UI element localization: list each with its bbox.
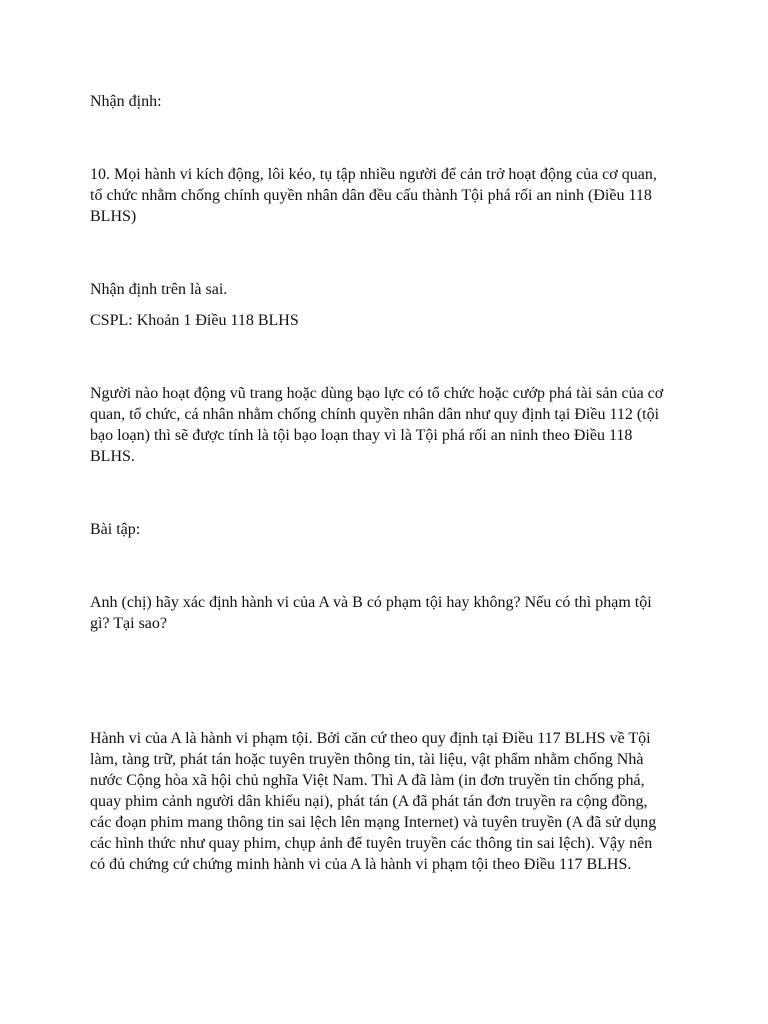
text-line: làm, tàng trữ, phát tán hoặc tuyên truyền thông tin, tài liệu, vật phẩm nhằm chống Nhà (90, 751, 644, 768)
text-line: Hành vi của A là hành vi phạm tội. Bởi căn cứ theo quy định tại Điều 117 BLHS về Tội (90, 730, 651, 747)
paragraph-heading-nhan-dinh: Nhận định: (90, 93, 162, 110)
text-line: nước Cộng hòa xã hội chủ nghĩa Việt Nam. Thì A đã làm (in đơn truyền tin chống phá, (90, 772, 645, 789)
text-line: BLHS) (90, 208, 137, 225)
text-line: có đủ chứng cứ chứng minh hành vi của A là hành vi phạm tội theo Điều 117 BLHS. (90, 856, 632, 873)
paragraph-legal-basis: CSPL: Khoản 1 Điều 118 BLHS (90, 312, 299, 329)
text-line: gì? Tại sao? (90, 615, 168, 632)
text-line: các đoạn phim mang thông tin sai lệch lên mạng Internet) và tuyên truyền (A đã sử dụng (90, 814, 657, 831)
paragraph-statement-10 (90, 122, 678, 269)
paragraph-heading-bai-tap: Bài tập: (90, 521, 141, 538)
paragraph-verdict: Nhận định trên là sai. (90, 281, 228, 298)
text-line: các hình thức như quay phim, chụp ảnh để tuyên truyền các thông tin sai lệch). Vậy nên (90, 835, 653, 852)
text-line: Anh (chị) hãy xác định hành vi của A và B có phạm tội hay không? Nếu có thì phạm tội (90, 594, 652, 611)
paragraph-explanation (90, 341, 678, 509)
text-line: BLHS. (90, 448, 135, 465)
text-line: bạo loạn) thì sẽ được tính là tội bạo loạn thay vì là Tội phá rối an ninh theo Điều 118 (90, 427, 633, 444)
text-line: quan, tổ chức, cá nhân nhằm chống chính quyền nhân dân như quy định tại Điều 112 (tội (90, 406, 660, 423)
paragraph-question (90, 550, 678, 676)
text-line: Người nào hoạt động vũ trang hoặc dùng bạo lực có tổ chức hoặc cướp phá tài sản của cơ (90, 385, 664, 402)
text-line: tổ chức nhằm chống chính quyền nhân dân đều cấu thành Tội phá rối an ninh (Điều 118 (90, 187, 652, 204)
text-line: 10. Mọi hành vi kích động, lôi kéo, tụ tập nhiều người để cản trở hoạt động của cơ quan, (90, 166, 657, 183)
text-line: quay phim cảnh người dân khiếu nại), phát tán (A đã phát tán đơn truyền ra cộng đồng, (90, 793, 648, 810)
paragraph-answer (90, 686, 678, 917)
